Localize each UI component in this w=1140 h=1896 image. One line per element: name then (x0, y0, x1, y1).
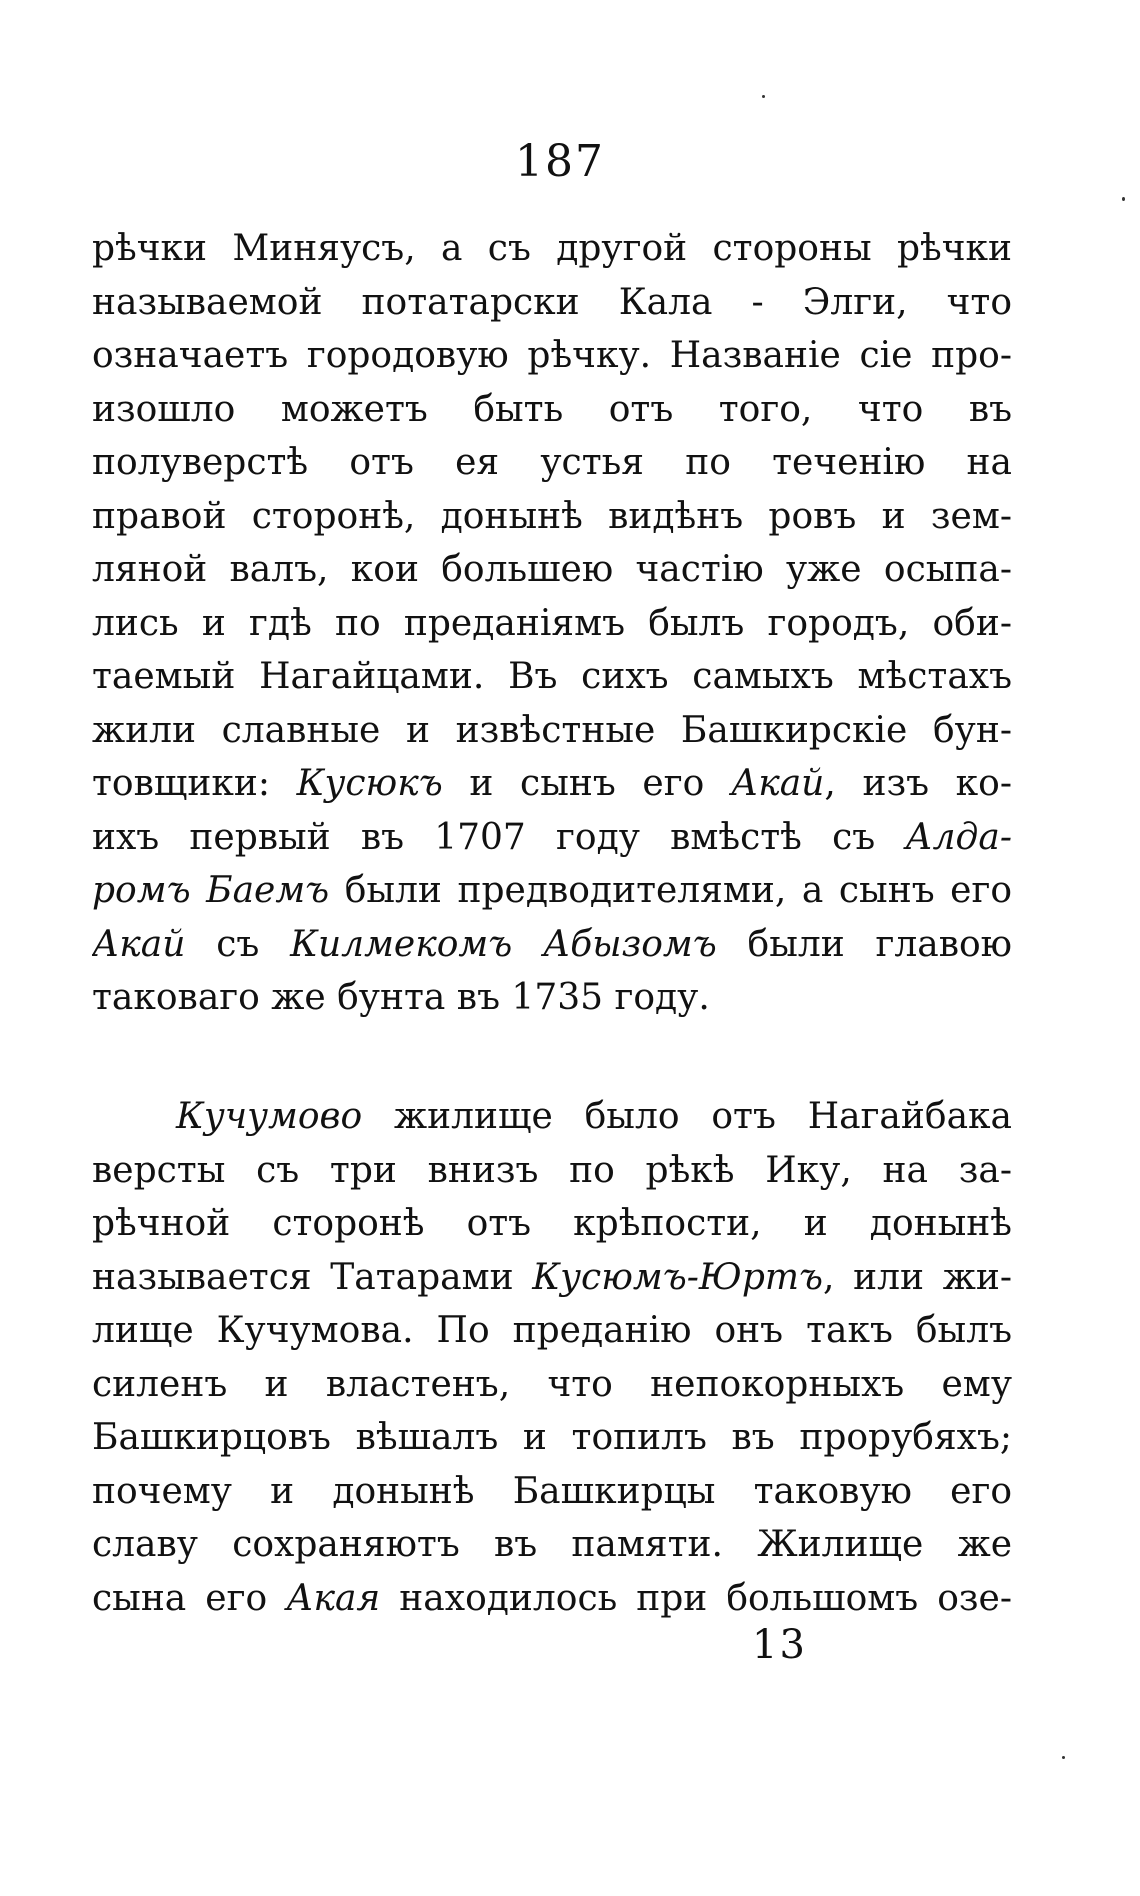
text-line (92, 329, 1012, 383)
text-span: рѣчной сторонѣ отъ крѣпости, и донынѣ (92, 1203, 1012, 1244)
text-span: , изъ ко- (824, 763, 1012, 804)
text-line (92, 543, 1012, 597)
text-line (92, 811, 1012, 865)
text-span: версты съ три внизъ по рѣкѣ Ику, на за- (92, 1149, 1012, 1191)
text-span: сына его (92, 1577, 287, 1619)
ink-speck (1062, 1756, 1065, 1759)
italic-text: ромъ Баемъ (92, 870, 330, 911)
text-span: лись и гдѣ по преданіямъ былъ городъ, оби- (92, 602, 1012, 644)
text-span: и сынъ его (442, 763, 731, 804)
text-line (92, 1144, 1012, 1198)
paragraph-1 (92, 222, 1012, 1025)
text-line (92, 490, 1012, 544)
text-line (92, 1411, 1012, 1465)
text-span: товщики: (92, 763, 297, 804)
text-span: полуверстѣ отъ ея устья по теченію на (92, 442, 1012, 483)
italic-text: Килмекомъ Абызомъ (290, 923, 717, 965)
text-span: жилище было отъ Нагайбака (362, 1096, 1012, 1137)
text-line (92, 1572, 1012, 1626)
text-line (92, 436, 1012, 490)
italic-text: Кусюкъ (296, 763, 443, 804)
ink-speck (1122, 197, 1125, 201)
text-span: съ (185, 923, 291, 965)
text-span: Башкирцовъ вѣшалъ и топилъ въ прорубяхъ; (92, 1417, 1012, 1458)
text-span: находилось при большомъ озе- (380, 1577, 1012, 1619)
text-line (92, 597, 1012, 651)
text-span: ихъ первый въ 1707 году вмѣстѣ съ (92, 816, 906, 858)
text-line (92, 1304, 1012, 1358)
text-line (92, 918, 1012, 972)
text-span: были главою (716, 923, 1012, 965)
text-line (92, 650, 1012, 704)
italic-text: Кучумово (176, 1096, 363, 1137)
page-number: 187 (515, 136, 605, 187)
text-line (92, 704, 1012, 758)
text-span: таковаго же бунта въ 1735 году. (92, 977, 710, 1018)
text-line (92, 971, 1012, 1025)
ink-speck (762, 95, 765, 98)
text-line (92, 1518, 1012, 1572)
text-span: правой сторонѣ, донынѣ видѣнъ ровъ и зем- (92, 495, 1012, 537)
text-line (92, 383, 1012, 437)
text-line (92, 1465, 1012, 1519)
text-line (92, 1197, 1012, 1251)
text-span: , или жи- (823, 1256, 1012, 1298)
italic-text: Алда- (905, 816, 1012, 858)
text-span: рѣчки Миняусъ, а съ другой стороны рѣчки (92, 228, 1012, 269)
text-span: ляной валъ, кои большею частію уже осыпа- (92, 549, 1012, 590)
text-line (92, 1090, 1012, 1144)
text-span: славу сохраняютъ въ памяти. Жилище же (92, 1524, 1012, 1565)
text-span: означаетъ городовую рѣчку. Названіе сіе про- (92, 335, 1012, 376)
italic-text: Кусюмъ-Юртъ (532, 1256, 824, 1298)
text-span: называется Татарами (92, 1256, 533, 1298)
text-line (92, 276, 1012, 330)
italic-text: Акай (92, 923, 186, 965)
text-line (92, 1251, 1012, 1305)
text-span: лище Кучумова. По преданію онъ такъ былъ (92, 1310, 1012, 1351)
text-span: изошло можетъ быть отъ того, что въ (92, 388, 1012, 430)
signature-mark: 13 (752, 1622, 807, 1668)
paragraph-2 (92, 1090, 1012, 1625)
text-span: почему и донынѣ Башкирцы таковую его (92, 1470, 1012, 1512)
text-line (92, 222, 1012, 276)
text-span: таемый Нагайцами. Въ сихъ самыхъ мѣстахъ (92, 656, 1012, 697)
italic-text: Акай (730, 763, 825, 804)
italic-text: Акая (286, 1577, 381, 1619)
text-line (92, 1358, 1012, 1412)
text-span: силенъ и властенъ, что непокорныхъ ему (92, 1363, 1012, 1405)
text-span: были предводителями, а сынъ его (329, 870, 1012, 911)
text-span: жили славные и извѣстные Башкирскіе бун- (92, 709, 1012, 751)
text-line (92, 757, 1012, 811)
text-line (92, 864, 1012, 918)
text-span: называемой потатарски Кала - Элги, что (92, 281, 1012, 323)
